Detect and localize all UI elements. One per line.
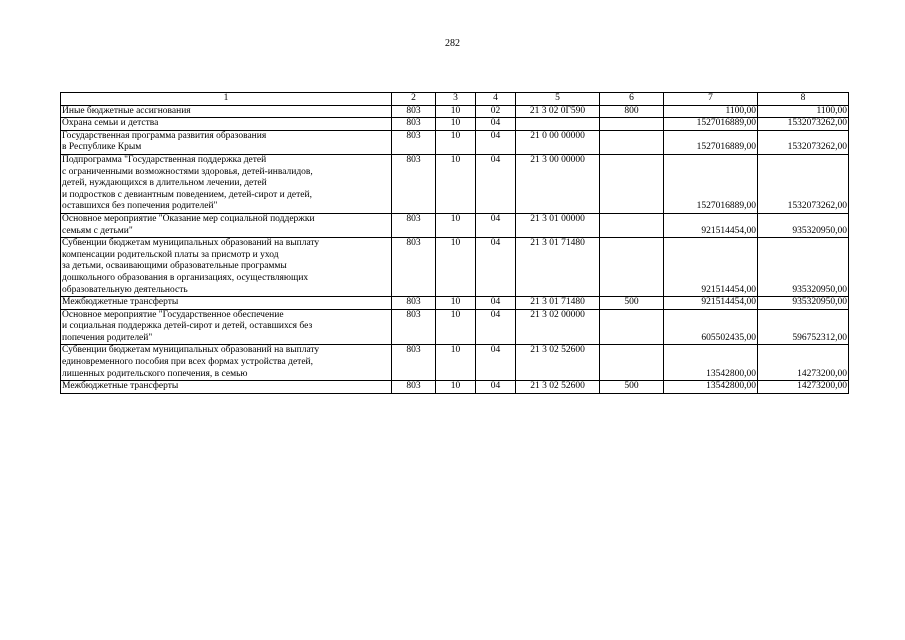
section-code-cell: 803 [392, 213, 436, 237]
amount-year2-cell: 935320950,00 [758, 213, 849, 237]
section-code-cell: 803 [392, 130, 436, 154]
subsection2-code-cell: 04 [476, 118, 516, 131]
expense-type-cell [600, 238, 664, 297]
subsection2-code-cell: 04 [476, 238, 516, 297]
column-header: 3 [436, 93, 476, 106]
column-header: 6 [600, 93, 664, 106]
expense-type-cell [600, 309, 664, 345]
table-row [61, 297, 849, 310]
amount-year2-cell: 596752312,00 [758, 309, 849, 345]
subsection2-code-cell: 02 [476, 105, 516, 118]
table-row [61, 381, 849, 394]
section-code-cell: 803 [392, 105, 436, 118]
column-header: 2 [392, 93, 436, 106]
subsection2-code-cell: 04 [476, 154, 516, 213]
table-header-row [61, 93, 849, 106]
table-row [61, 118, 849, 131]
subsection-code-cell: 10 [436, 297, 476, 310]
expense-type-cell: 800 [600, 105, 664, 118]
subsection-code-cell: 10 [436, 381, 476, 394]
subsection-code-cell: 10 [436, 118, 476, 131]
page-number: 282 [445, 38, 460, 49]
subsection2-code-cell: 04 [476, 381, 516, 394]
amount-year1-cell: 13542800,00 [664, 345, 758, 381]
amount-year1-cell: 1527016889,00 [664, 130, 758, 154]
amount-year2-cell: 1100,00 [758, 105, 849, 118]
amount-year2-cell: 1532073262,00 [758, 154, 849, 213]
row-name-cell: Государственная программа развития образования в Республике Крым [61, 130, 392, 154]
table-row [61, 130, 849, 154]
amount-year1-cell: 921514454,00 [664, 297, 758, 310]
row-name-cell: Основное мероприятие "Оказание мер социальной поддержки семьям с детьми" [61, 213, 392, 237]
subsection-code-cell: 10 [436, 345, 476, 381]
expense-type-cell [600, 154, 664, 213]
table-row [61, 238, 849, 297]
amount-year2-cell: 1532073262,00 [758, 118, 849, 131]
subsection2-code-cell: 04 [476, 213, 516, 237]
amount-year2-cell: 14273200,00 [758, 381, 849, 394]
row-name-cell: Охрана семьи и детства [61, 118, 392, 131]
row-name-cell: Иные бюджетные ассигнования [61, 105, 392, 118]
expense-type-cell [600, 213, 664, 237]
target-article-cell: 21 3 01 00000 [516, 213, 600, 237]
row-name-cell: Подпрограмма "Государственная поддержка детей с ограниченными возможностями здоровья, детей-инвалидов, детей, нуждающихся в длительном лечении, детей и подростков с девиантным поведением, детей-сирот и детей, оставшихся без попечения родителей" [61, 154, 392, 213]
section-code-cell: 803 [392, 309, 436, 345]
expense-type-cell [600, 118, 664, 131]
amount-year1-cell: 921514454,00 [664, 238, 758, 297]
section-code-cell: 803 [392, 238, 436, 297]
target-article-cell [516, 118, 600, 131]
subsection-code-cell: 10 [436, 105, 476, 118]
column-header: 8 [758, 93, 849, 106]
table-row [61, 213, 849, 237]
column-header: 5 [516, 93, 600, 106]
target-article-cell: 21 3 02 00000 [516, 309, 600, 345]
section-code-cell: 803 [392, 381, 436, 394]
subsection-code-cell: 10 [436, 309, 476, 345]
amount-year2-cell: 1532073262,00 [758, 130, 849, 154]
section-code-cell: 803 [392, 345, 436, 381]
expense-type-cell [600, 130, 664, 154]
amount-year1-cell: 1527016889,00 [664, 154, 758, 213]
expense-type-cell [600, 345, 664, 381]
amount-year1-cell: 1100,00 [664, 105, 758, 118]
row-name-cell: Межбюджетные трансферты [61, 381, 392, 394]
subsection2-code-cell: 04 [476, 345, 516, 381]
table-row [61, 309, 849, 345]
amount-year1-cell: 13542800,00 [664, 381, 758, 394]
table-row [61, 105, 849, 118]
table-row [61, 154, 849, 213]
expense-type-cell: 500 [600, 381, 664, 394]
target-article-cell: 21 3 02 0Г590 [516, 105, 600, 118]
row-name-cell: Основное мероприятие "Государственное обеспечение и социальная поддержка детей-сирот и детей, оставшихся без попечения родителей" [61, 309, 392, 345]
row-name-cell: Субвенции бюджетам муниципальных образований на выплату компенсации родительской платы за присмотр и уход за детьми, осваивающими образовательные программы дошкольного образования в организациях, осуществляющих образовательную деятельность [61, 238, 392, 297]
subsection-code-cell: 10 [436, 213, 476, 237]
row-name-cell: Межбюджетные трансферты [61, 297, 392, 310]
target-article-cell: 21 3 01 71480 [516, 297, 600, 310]
subsection2-code-cell: 04 [476, 309, 516, 345]
target-article-cell: 21 3 00 00000 [516, 154, 600, 213]
column-header: 4 [476, 93, 516, 106]
expense-type-cell: 500 [600, 297, 664, 310]
target-article-cell: 21 3 01 71480 [516, 238, 600, 297]
target-article-cell: 21 3 02 52600 [516, 381, 600, 394]
subsection-code-cell: 10 [436, 130, 476, 154]
subsection2-code-cell: 04 [476, 297, 516, 310]
table-row [61, 345, 849, 381]
amount-year2-cell: 935320950,00 [758, 238, 849, 297]
column-header: 1 [61, 93, 392, 106]
column-header: 7 [664, 93, 758, 106]
amount-year1-cell: 921514454,00 [664, 213, 758, 237]
budget-table [60, 92, 849, 394]
amount-year1-cell: 605502435,00 [664, 309, 758, 345]
section-code-cell: 803 [392, 154, 436, 213]
subsection-code-cell: 10 [436, 238, 476, 297]
amount-year1-cell: 1527016889,00 [664, 118, 758, 131]
amount-year2-cell: 14273200,00 [758, 345, 849, 381]
target-article-cell: 21 0 00 00000 [516, 130, 600, 154]
amount-year2-cell: 935320950,00 [758, 297, 849, 310]
target-article-cell: 21 3 02 52600 [516, 345, 600, 381]
section-code-cell: 803 [392, 118, 436, 131]
table-body [61, 93, 849, 394]
row-name-cell: Субвенции бюджетам муниципальных образований на выплату единовременного пособия при всех формах устройства детей, лишенных родительского попечения, в семью [61, 345, 392, 381]
subsection2-code-cell: 04 [476, 130, 516, 154]
section-code-cell: 803 [392, 297, 436, 310]
subsection-code-cell: 10 [436, 154, 476, 213]
